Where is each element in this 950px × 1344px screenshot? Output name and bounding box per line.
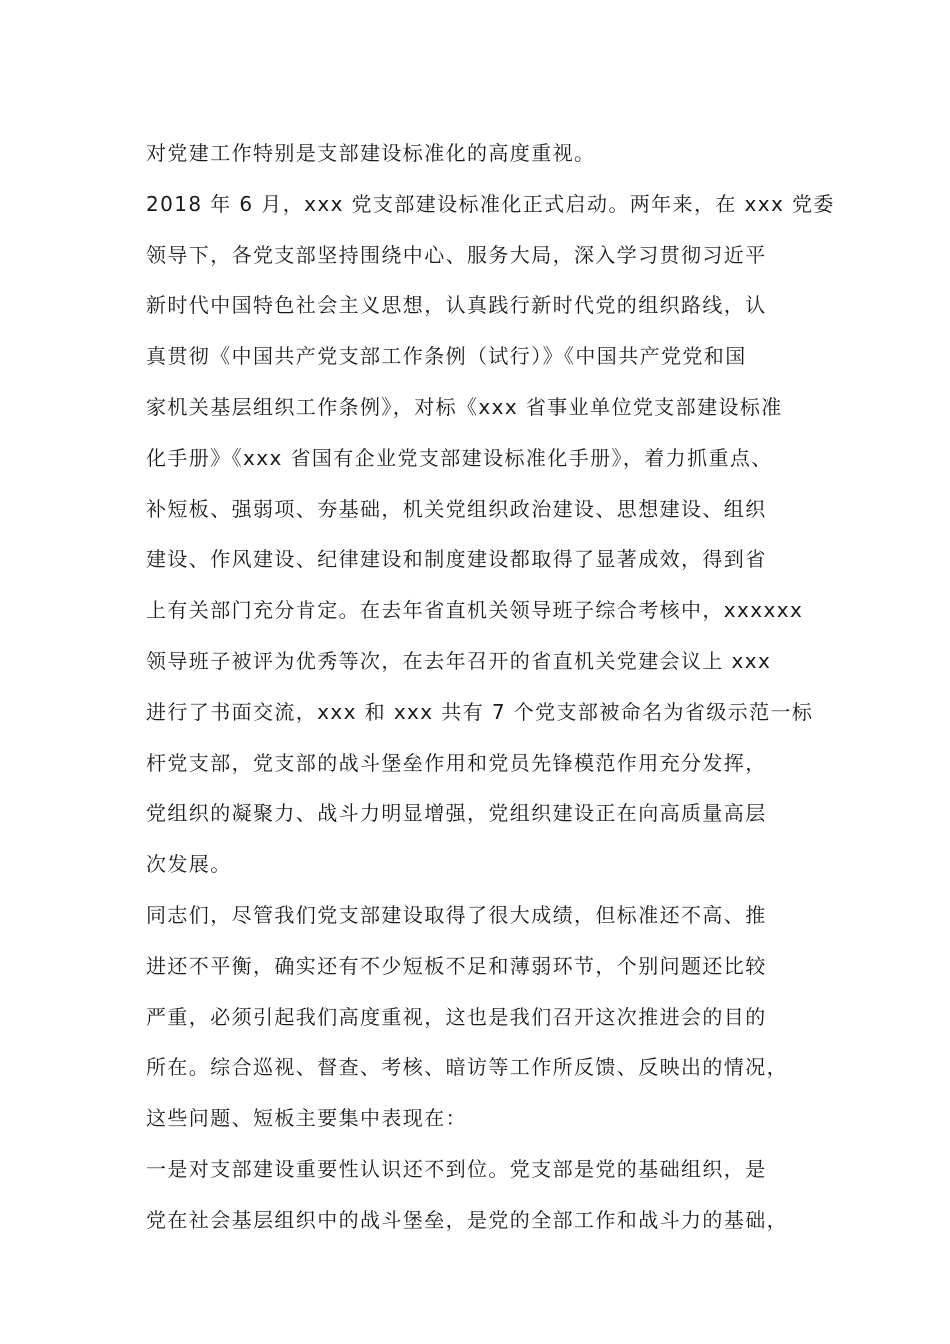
text-line-7: 化手册》《xxx 省国有企业党支部建设标准化手册》，着力抓重点、 <box>146 445 773 470</box>
text-line-21: 一是对支部建设重要性认识还不到位。党支部是党的基础组织，是 <box>146 1156 767 1181</box>
document-body <box>146 128 835 1246</box>
text-line-1: 对党建工作特别是支部建设标准化的高度重视。 <box>146 141 596 165</box>
text-line-19: 所在。综合巡视、督查、考核、暗访等工作所反馈、反映出的情况， <box>146 1055 788 1080</box>
text-line-12: 进行了书面交流，xxx 和 xxx 共有 7 个党支部被命名为省级示范一标 <box>146 699 814 724</box>
text-line-6: 家机关基层组织工作条例》，对标《xxx 省事业单位党支部建设标准 <box>146 394 783 419</box>
text-line-18: 严重，必须引起我们高度重视，这也是我们召开这次推进会的目的 <box>146 1004 767 1029</box>
text-line-11: 领导班子被评为优秀等次，在去年召开的省直机关党建会议上 xxx <box>146 648 772 673</box>
text-line-16: 同志们，尽管我们党支部建设取得了很大成绩，但标准还不高、推 <box>146 902 767 927</box>
text-line-4: 新时代中国特色社会主义思想，认真践行新时代党的组织路线，认 <box>146 293 767 318</box>
text-line-9: 建设、作风建设、纪律建设和制度建设都取得了显著成效，得到省 <box>146 547 767 572</box>
text-line-2: 2018 年 6 月，xxx 党支部建设标准化正式启动。两年来，在 xxx 党委 <box>146 191 835 216</box>
text-line-13: 杆党支部，党支部的战斗堡垒作用和党员先锋模范作用充分发挥， <box>146 750 767 775</box>
text-line-3: 领导下，各党支部坚持围绕中心、服务大局，深入学习贯彻习近平 <box>146 242 767 267</box>
text-line-10: 上有关部门充分肯定。在去年省直机关领导班子综合考核中，xxxxxx <box>146 598 804 623</box>
text-line-17: 进还不平衡，确实还有不少短板不足和薄弱环节，个别问题还比较 <box>146 953 767 978</box>
text-line-15: 次发展。 <box>146 852 232 877</box>
text-line-5: 真贯彻《中国共产党支部工作条例（试行）》《中国共产党党和国 <box>146 344 747 369</box>
text-line-14: 党组织的凝聚力、战斗力明显增强，党组织建设正在向高质量高层 <box>146 801 767 826</box>
text-line-8: 补短板、强弱项、夯基础，机关党组织政治建设、思想建设、组织 <box>146 496 767 521</box>
text-line-22: 党在社会基层组织中的战斗堡垒，是党的全部工作和战斗力的基础， <box>146 1207 788 1232</box>
text-line-20: 这些问题、短板主要集中表现在： <box>146 1106 467 1131</box>
